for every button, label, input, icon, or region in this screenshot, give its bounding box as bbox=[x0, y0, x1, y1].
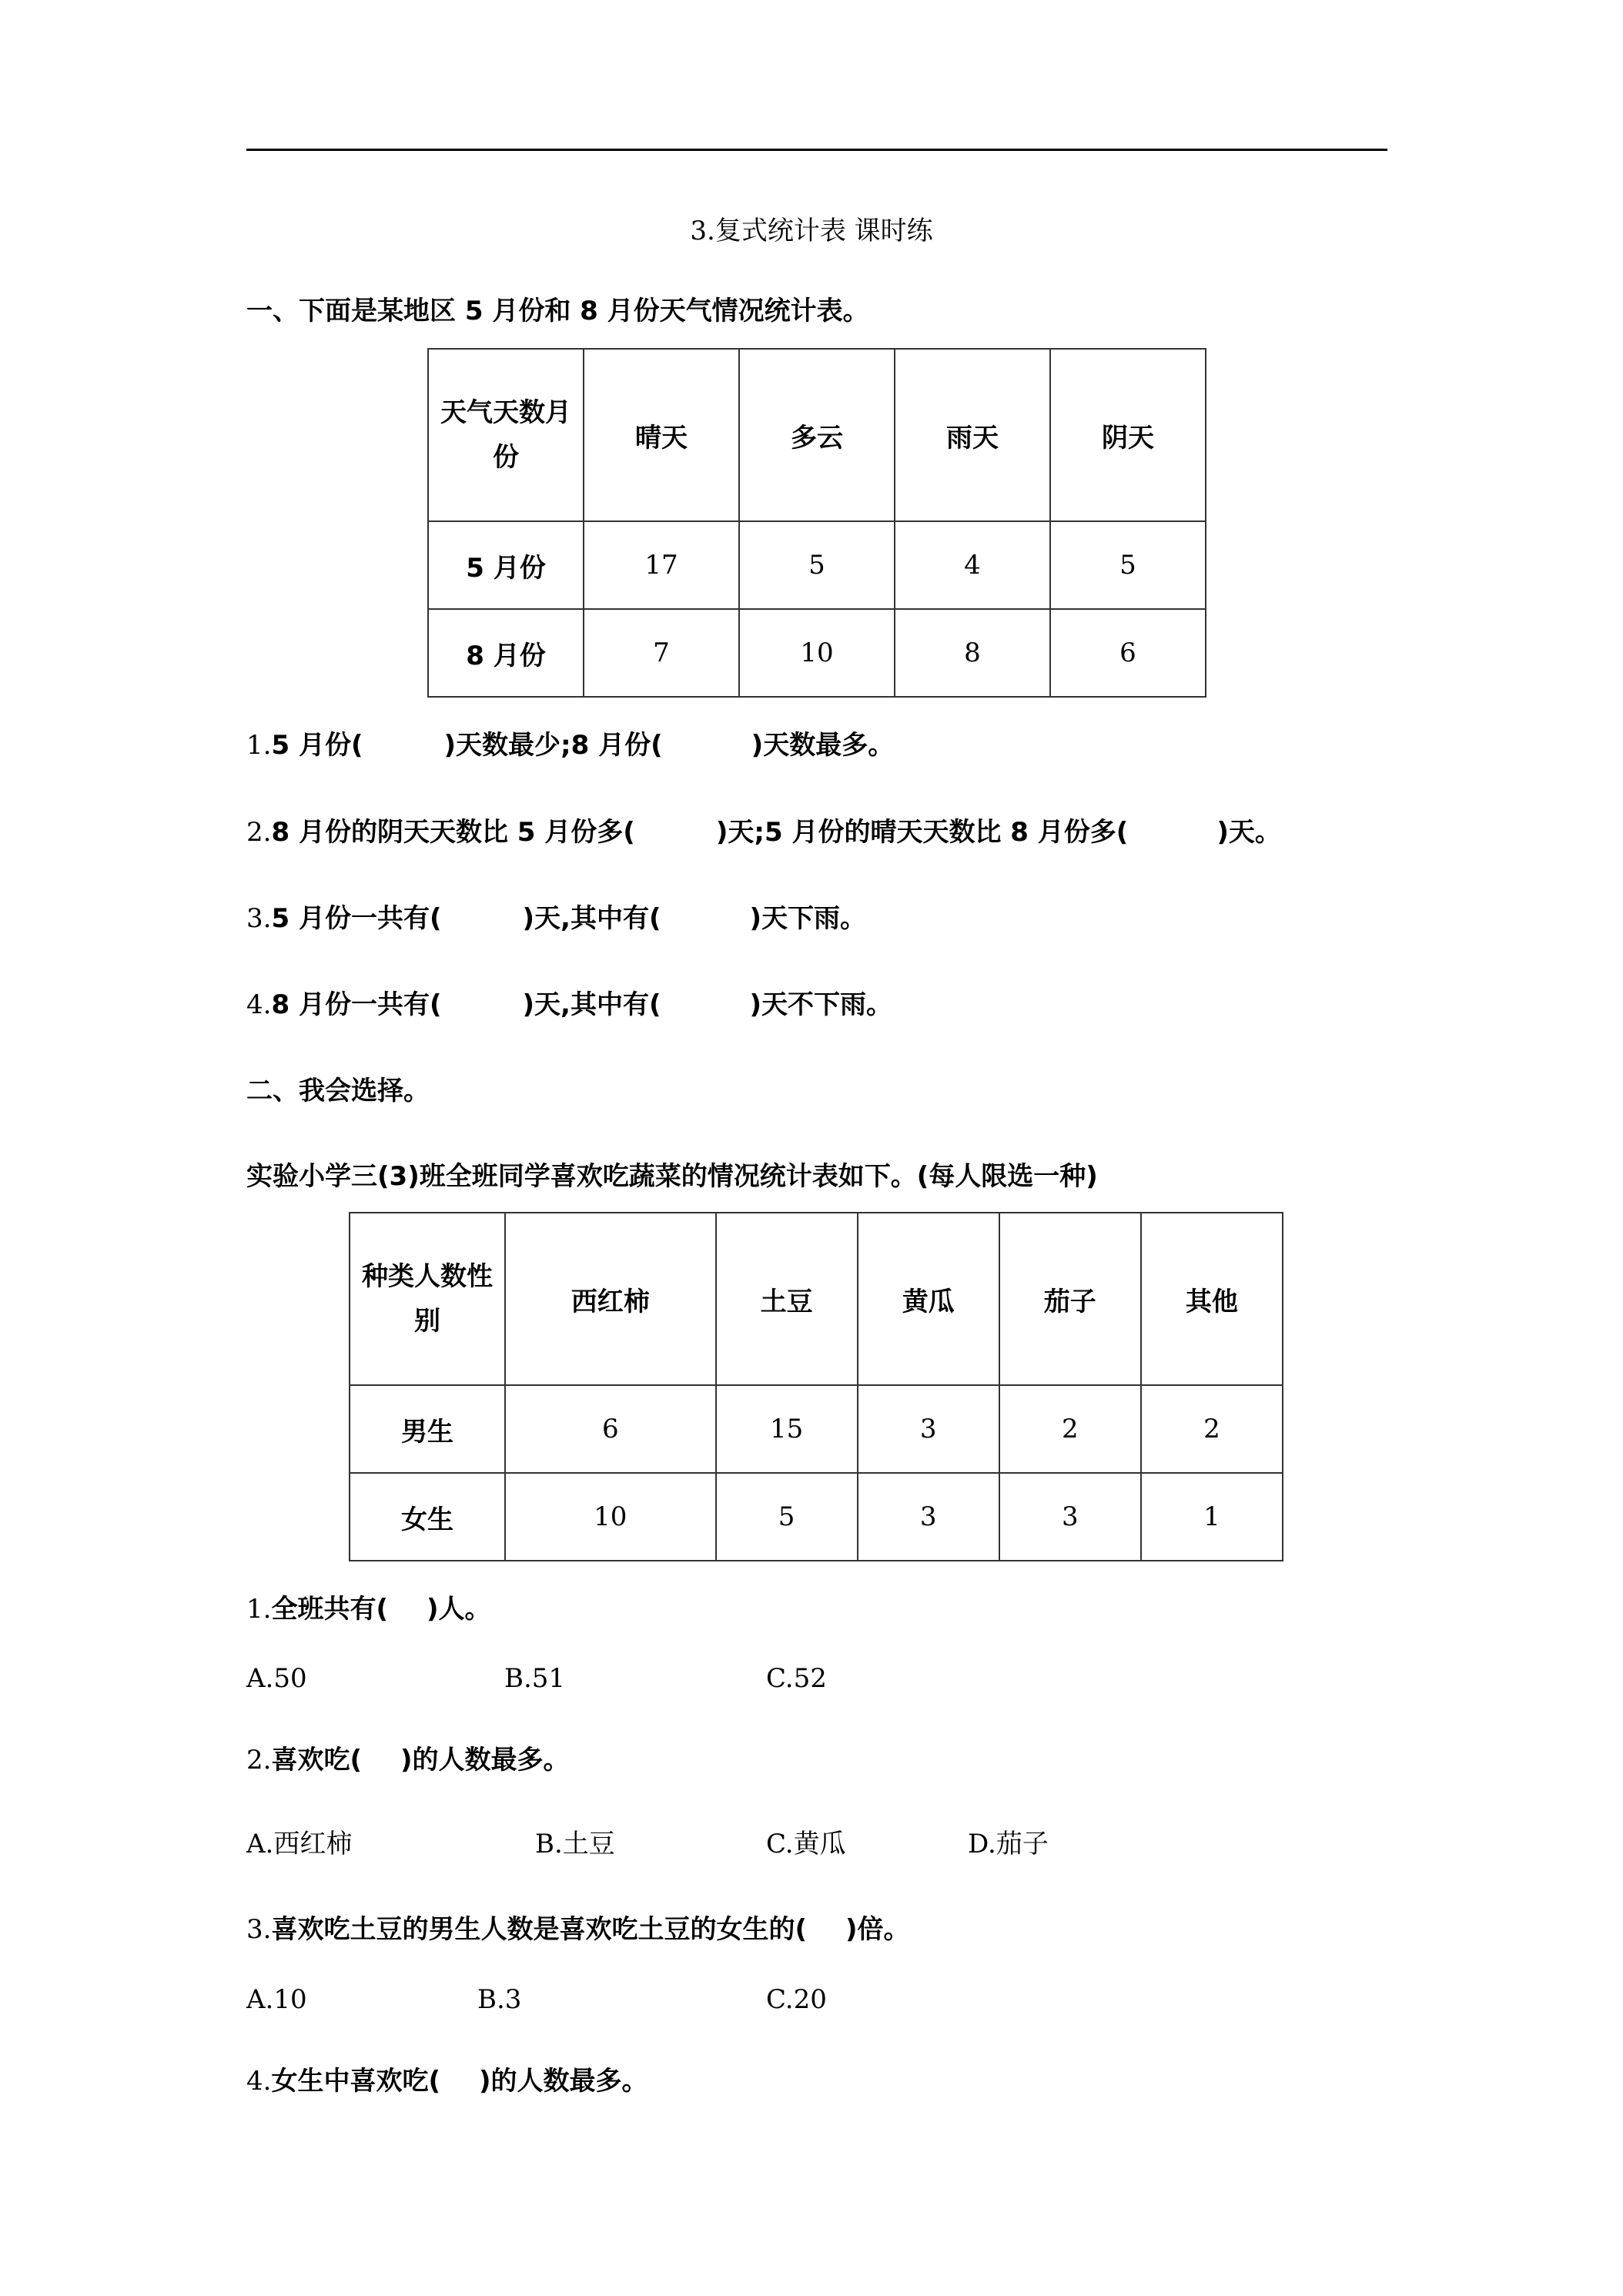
table-cell: 3 bbox=[858, 1473, 999, 1561]
veg-col-eggplant: 茄子 bbox=[999, 1213, 1141, 1385]
page-title: 3.复式统计表 课时练 bbox=[690, 216, 933, 246]
s2-question-2: 2.喜欢吃( )的人数最多。 bbox=[246, 1745, 570, 1776]
s1-question-1: 1.5 月份( )天数最少;8 月份( )天数最多。 bbox=[246, 730, 895, 761]
table-cell: 5 bbox=[716, 1473, 858, 1561]
header-rule bbox=[246, 149, 1387, 151]
veg-col-tomato: 西红柿 bbox=[505, 1213, 716, 1385]
veg-col-other: 其他 bbox=[1141, 1213, 1283, 1385]
section2-heading: 二、我会选择。 bbox=[246, 1076, 430, 1106]
table-cell: 15 bbox=[716, 1385, 858, 1473]
weather-table bbox=[427, 348, 1206, 698]
table-row bbox=[350, 1473, 1283, 1561]
s2-question-4: 4.女生中喜欢吃( )的人数最多。 bbox=[246, 2066, 648, 2097]
veg-row-label: 男生 bbox=[350, 1385, 505, 1473]
veg-col-potato: 土豆 bbox=[716, 1213, 858, 1385]
vegetable-table-corner: 种类人数性 别 bbox=[350, 1213, 505, 1385]
table-row bbox=[350, 1385, 1283, 1473]
table-cell: 3 bbox=[858, 1385, 999, 1473]
veg-col-cucumber: 黄瓜 bbox=[858, 1213, 999, 1385]
weather-row-label: 5 月份 bbox=[428, 521, 584, 609]
table-cell: 10 bbox=[505, 1473, 716, 1561]
option-c[interactable]: C.20 bbox=[766, 1984, 827, 2015]
table-cell: 10 bbox=[739, 609, 895, 697]
veg-row-label: 女生 bbox=[350, 1473, 505, 1561]
table-cell: 1 bbox=[1141, 1473, 1283, 1561]
table-cell: 6 bbox=[1050, 609, 1206, 697]
s1-question-4: 4.8 月份一共有( )天,其中有( )天不下雨。 bbox=[246, 989, 893, 1020]
weather-col-rainy: 雨天 bbox=[895, 349, 1050, 521]
table-cell: 17 bbox=[584, 521, 739, 609]
table-cell: 3 bbox=[999, 1473, 1141, 1561]
option-c[interactable]: C.黄瓜 bbox=[766, 1829, 846, 1859]
option-c[interactable]: C.52 bbox=[766, 1663, 827, 1694]
table-cell: 6 bbox=[505, 1385, 716, 1473]
section1-heading: 一、下面是某地区 5 月份和 8 月份天气情况统计表。 bbox=[246, 296, 869, 326]
option-d[interactable]: D.茄子 bbox=[968, 1829, 1049, 1859]
option-a[interactable]: A.西红柿 bbox=[246, 1829, 353, 1859]
table-cell: 7 bbox=[584, 609, 739, 697]
s1-question-2: 2.8 月份的阴天天数比 5 月份多( )天;5 月份的晴天天数比 8 月份多( )天。 bbox=[246, 817, 1281, 848]
s1-question-3: 3.5 月份一共有( )天,其中有( )天下雨。 bbox=[246, 903, 867, 934]
option-b[interactable]: B.土豆 bbox=[535, 1829, 615, 1859]
table-cell: 5 bbox=[739, 521, 895, 609]
weather-col-sunny: 晴天 bbox=[584, 349, 739, 521]
table-cell: 4 bbox=[895, 521, 1050, 609]
option-b[interactable]: B.3 bbox=[477, 1984, 522, 2015]
weather-col-cloudy: 多云 bbox=[739, 349, 895, 521]
table-cell: 2 bbox=[999, 1385, 1141, 1473]
option-a[interactable]: A.10 bbox=[246, 1984, 307, 2015]
table-cell: 5 bbox=[1050, 521, 1206, 609]
weather-row-label: 8 月份 bbox=[428, 609, 584, 697]
s2-question-3: 3.喜欢吃土豆的男生人数是喜欢吃土豆的女生的( )倍。 bbox=[246, 1914, 910, 1945]
weather-table-corner: 天气天数月 份 bbox=[428, 349, 584, 521]
s2-question-1: 1.全班共有( )人。 bbox=[246, 1594, 491, 1625]
table-cell: 8 bbox=[895, 609, 1050, 697]
option-b[interactable]: B.51 bbox=[504, 1663, 566, 1694]
table-row bbox=[428, 609, 1206, 697]
option-a[interactable]: A.50 bbox=[246, 1663, 307, 1694]
weather-col-overcast: 阴天 bbox=[1050, 349, 1206, 521]
section2-intro: 实验小学三(3)班全班同学喜欢吃蔬菜的情况统计表如下。(每人限选一种) bbox=[246, 1161, 1098, 1192]
table-cell: 2 bbox=[1141, 1385, 1283, 1473]
table-row bbox=[428, 521, 1206, 609]
vegetable-table bbox=[349, 1212, 1283, 1561]
